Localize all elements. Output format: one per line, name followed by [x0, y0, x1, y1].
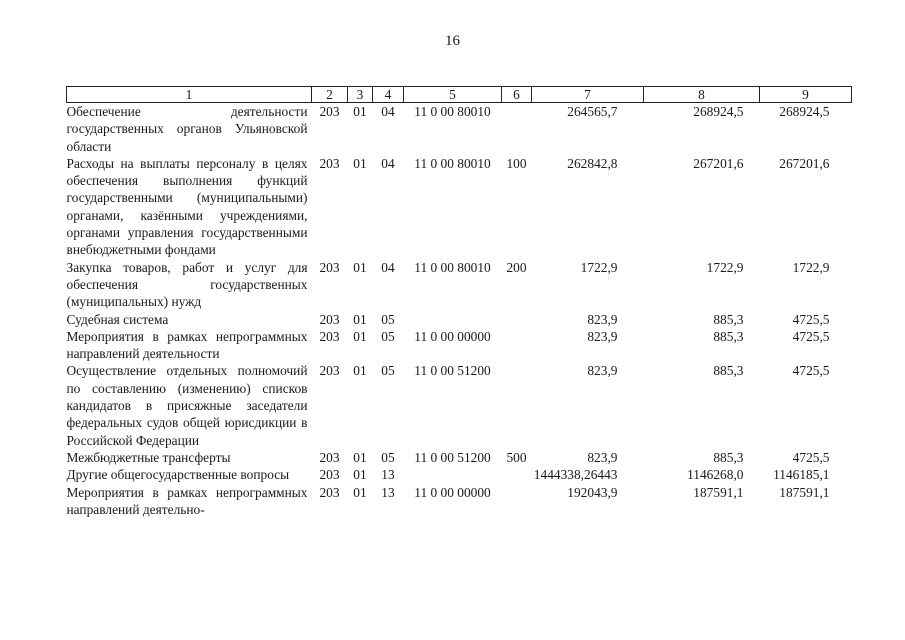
- target-item-cell: 11 0 00 80010: [414, 259, 491, 275]
- expense-type-cell: [502, 484, 532, 519]
- amount-col8-cell: 1146268,0: [687, 467, 744, 483]
- expense-name-cell: Межбюджетные трансферты: [66, 449, 231, 465]
- amount-col8-cell: 268924,5: [693, 104, 744, 119]
- expense-type-cell: [502, 466, 532, 483]
- column-number-header: 4: [373, 87, 404, 103]
- expense-type-cell: 100: [506, 155, 527, 171]
- budget-table: [66, 86, 852, 518]
- section-code-cell: 01: [353, 363, 367, 379]
- page-number: 16: [445, 33, 460, 49]
- column-number-header: 1: [67, 87, 312, 103]
- table-row: [67, 103, 852, 155]
- target-item-cell: [404, 311, 502, 328]
- expense-type-cell: 500: [506, 449, 527, 465]
- subsection-code-cell: 05: [381, 311, 395, 327]
- expense-type-cell: [502, 311, 532, 328]
- amount-col8-cell: 885,3: [713, 449, 744, 465]
- amount-col9-cell: 268924,5: [779, 104, 830, 119]
- target-item-cell: 11 0 00 00000: [414, 328, 491, 344]
- amount-col9-cell: 4725,5: [792, 449, 830, 465]
- column-number-header: 2: [312, 87, 348, 103]
- table-row: [67, 155, 852, 259]
- section-code-cell: 01: [353, 311, 367, 327]
- amount-col7-cell: 823,9: [587, 363, 618, 379]
- section-code-cell: 01: [353, 328, 367, 344]
- target-item-cell: 11 0 00 51200: [414, 363, 491, 379]
- column-number-header: 8: [644, 87, 760, 103]
- expense-name-cell: Мероприятия в рамках непрограммных направлений деятельности: [66, 328, 308, 362]
- table-row: [67, 328, 852, 363]
- table-row: [67, 311, 852, 328]
- amount-col7-cell: 1722,9: [580, 259, 618, 275]
- amount-col7-cell: 823,9: [587, 311, 618, 327]
- subsection-code-cell: 05: [381, 449, 395, 465]
- table-row: [67, 259, 852, 311]
- amount-col9-cell: 267201,6: [779, 155, 830, 171]
- expense-name-cell: Другие общегосударственные вопросы: [66, 467, 290, 483]
- expense-type-cell: [502, 328, 532, 363]
- expense-name-cell: Мероприятия в рамках непрограммных направлений деятельно-: [66, 484, 308, 517]
- target-item-cell: 11 0 00 51200: [414, 449, 491, 465]
- section-code-cell: 01: [353, 449, 367, 465]
- ministry-code-cell: 203: [319, 259, 340, 275]
- column-number-header: 7: [532, 87, 644, 103]
- amount-col7-cell: 1444338,26443: [533, 467, 618, 483]
- column-number-header: 5: [404, 87, 502, 103]
- table-row: [67, 449, 852, 466]
- amount-col8-cell: 885,3: [713, 363, 744, 379]
- amount-col8-cell: 885,3: [713, 328, 744, 344]
- target-item-cell: 11 0 00 80010: [414, 155, 491, 171]
- amount-col8-cell: 187591,1: [693, 484, 744, 500]
- table-row: [67, 484, 852, 519]
- subsection-code-cell: 04: [381, 155, 395, 171]
- amount-col7-cell: 264565,7: [567, 104, 618, 119]
- ministry-code-cell: 203: [319, 328, 340, 344]
- section-code-cell: 01: [353, 467, 367, 483]
- ministry-code-cell: 203: [319, 449, 340, 465]
- ministry-code-cell: 203: [319, 363, 340, 379]
- amount-col8-cell: 1722,9: [706, 259, 744, 275]
- column-number-header: 9: [760, 87, 852, 103]
- subsection-code-cell: 04: [381, 104, 395, 119]
- subsection-code-cell: 13: [381, 484, 395, 500]
- amount-col7-cell: 192043,9: [567, 484, 618, 500]
- amount-col9-cell: 4725,5: [792, 311, 830, 327]
- column-number-header: 6: [502, 87, 532, 103]
- section-code-cell: 01: [353, 155, 367, 171]
- section-code-cell: 01: [353, 484, 367, 500]
- subsection-code-cell: 05: [381, 363, 395, 379]
- table-row: [67, 466, 852, 483]
- expense-type-cell: [502, 362, 532, 448]
- subsection-code-cell: 13: [381, 467, 395, 483]
- amount-col8-cell: 267201,6: [693, 155, 744, 171]
- expense-name-cell: Осуществление отдельных полномочий по составлению (изменению) списков кандидатов в присяжные заседатели федеральных судов общей юрисдикции в Российской Федерации: [66, 363, 308, 448]
- section-code-cell: 01: [353, 104, 367, 119]
- amount-col7-cell: 823,9: [587, 328, 618, 344]
- amount-col9-cell: 4725,5: [792, 363, 830, 379]
- amount-col9-cell: 187591,1: [779, 484, 830, 500]
- column-number-header-row: [67, 87, 852, 103]
- amount-col9-cell: 1146185,1: [773, 467, 830, 483]
- ministry-code-cell: 203: [319, 311, 340, 327]
- subsection-code-cell: 05: [381, 328, 395, 344]
- amount-col9-cell: 4725,5: [792, 328, 830, 344]
- amount-col8-cell: 885,3: [713, 311, 744, 327]
- ministry-code-cell: 203: [319, 155, 340, 171]
- expense-type-cell: 200: [506, 259, 527, 275]
- expense-name-cell: Судебная система: [66, 311, 169, 327]
- target-item-cell: 11 0 00 80010: [414, 104, 491, 119]
- ministry-code-cell: 203: [319, 104, 340, 119]
- column-number-header: 3: [348, 87, 373, 103]
- expense-name-cell: Закупка товаров, работ и услуг для обеспечения государственных (муниципальных) нужд: [66, 259, 308, 310]
- amount-col7-cell: 823,9: [587, 449, 618, 465]
- table-row: [67, 362, 852, 448]
- subsection-code-cell: 04: [381, 259, 395, 275]
- ministry-code-cell: 203: [319, 484, 340, 500]
- ministry-code-cell: 203: [319, 467, 340, 483]
- amount-col7-cell: 262842,8: [567, 155, 618, 171]
- section-code-cell: 01: [353, 259, 367, 275]
- target-item-cell: [404, 466, 502, 483]
- expense-name-cell: Расходы на выплаты персоналу в целях обеспечения выполнения функций государственными (муниципальными) органами, казёнными учреждениями, органами управления государственными внебюджетными фондами: [66, 155, 308, 258]
- expense-name-cell: Обеспечение деятельности государственных органов Ульяновской области: [66, 104, 308, 154]
- target-item-cell: 11 0 00 00000: [414, 484, 491, 500]
- expense-type-cell: [502, 103, 532, 155]
- amount-col9-cell: 1722,9: [792, 259, 830, 275]
